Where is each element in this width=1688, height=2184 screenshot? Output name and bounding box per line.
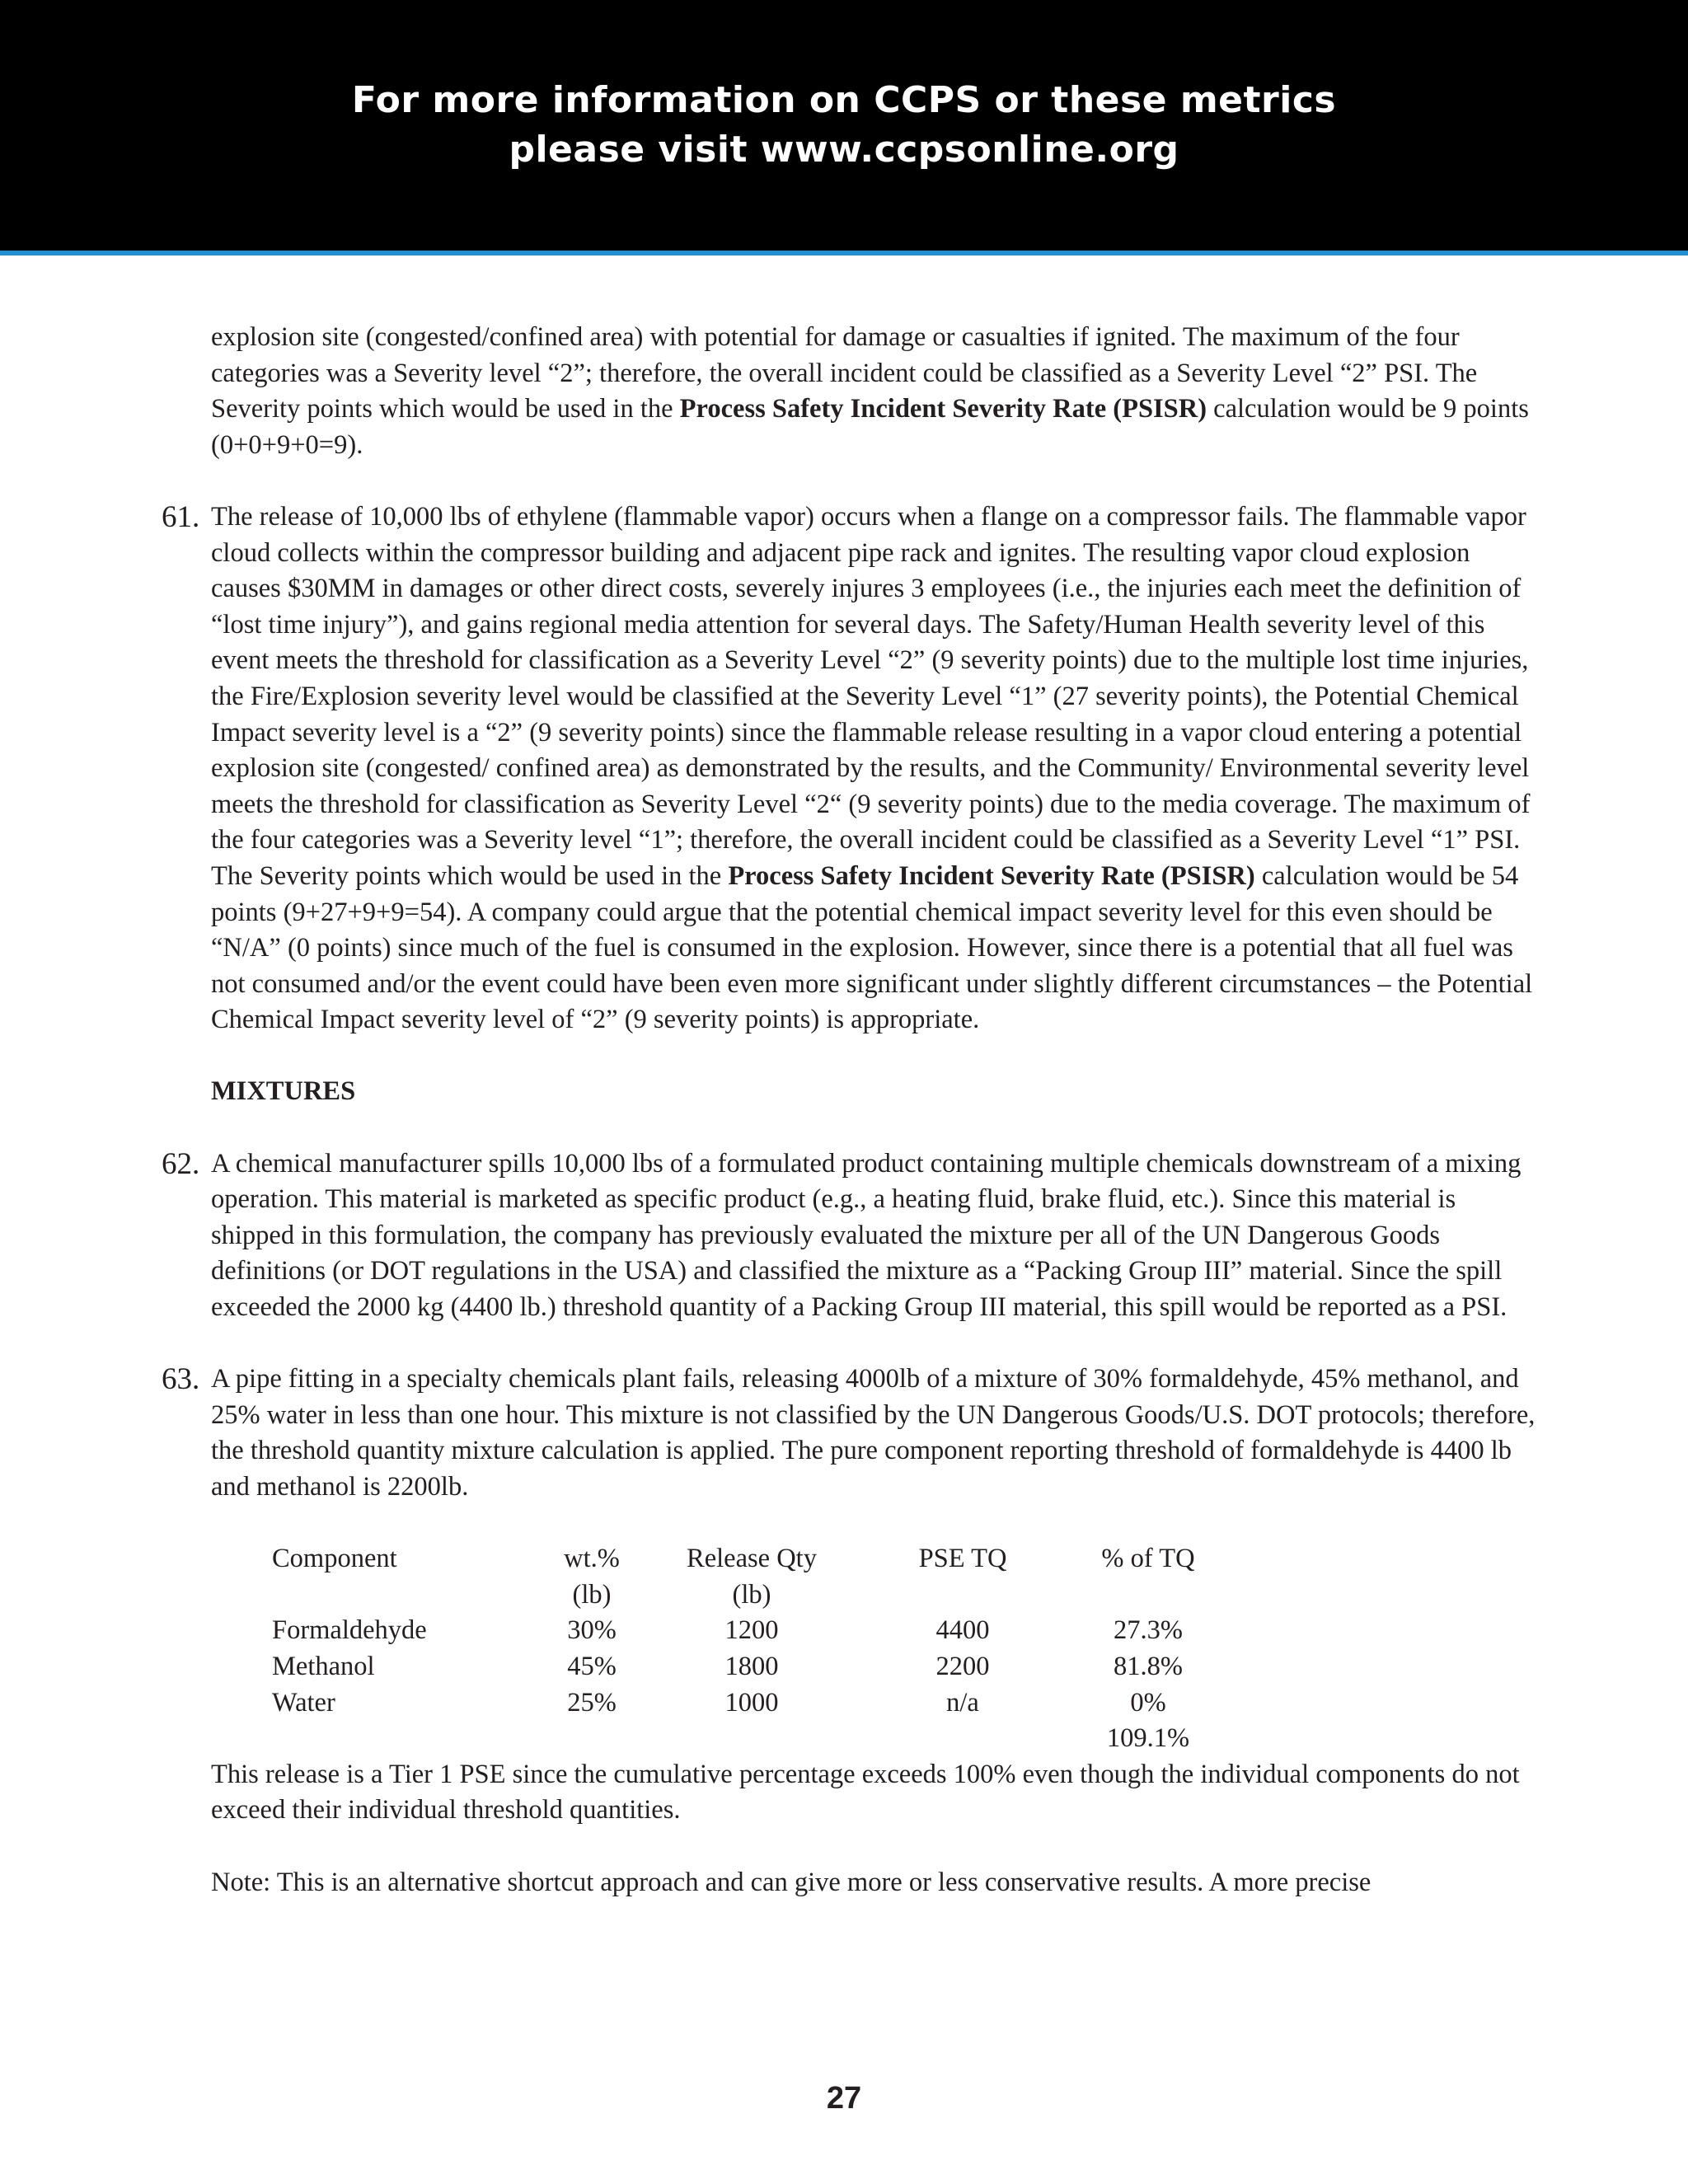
- item-61: [162, 499, 1540, 1038]
- table-header: wt.%: [564, 1544, 620, 1574]
- table-total: 109.1%: [1106, 1723, 1190, 1754]
- table-header: Component: [272, 1544, 397, 1574]
- table-cell: n/a: [946, 1687, 979, 1718]
- table-cell: 45%: [567, 1651, 617, 1681]
- continuation-text: explosion site (congested/confined area) with potential for damage or casualties if ignited. The maximum of the four categories was a Severity level “2”; therefore, the overall incident could be classified as a Severity Level “2” PSI. The Severity points which would be used in the: [211, 322, 1478, 424]
- table-cell: Water: [272, 1687, 335, 1718]
- item-63-text: A pipe fitting in a specialty chemicals plant fails, releasing 4000lb of a mixture of 30% formaldehyde, 45% methanol, and 25% water in less than one hour. This mixture is not classified by the UN Dangerous Goods/U.S. DOT protocols; therefore, the threshold quantity mixture calculation is applied. The pure component reporting threshold of formaldehyde is 4400 lb and methanol is 2200lb.: [211, 1364, 1536, 1502]
- table-cell: 2200: [935, 1651, 990, 1681]
- table-subheader: [272, 1577, 536, 1614]
- item-62: [162, 1146, 1540, 1326]
- paragraph-continuation: [211, 320, 1540, 463]
- section-heading-mixtures: MIXTURES: [211, 1076, 356, 1107]
- table-cell: 81.8%: [1114, 1651, 1183, 1681]
- table-cell: 1800: [724, 1651, 779, 1681]
- item-61-text: The release of 10,000 lbs of ethylene (flammable vapor) occurs when a flange on a compressor fails. The flammable vapor cloud collects within the compressor building and adjacent pipe rack and ignites. The resulting vapor cloud explosion causes $30MM in damages or other direct costs, severely injures 3 employees (i.e., the injuries each meet the definition of “lost time injury”), and gains regional media attention for several days. The Safety/Human Health severity level of this event meets the threshold for classification as a Severity Level “2” (9 severity points) due to the multiple lost time injuries, the Fire/Explosion severity level would be classified at the Severity Level “1” (27 severity points), the Potential Chemical Impact severity level is a “2” (9 severity points) since the flammable release resulting in a vapor cloud entering a potential explosion site (congested/ confined area) as demonstrated by the results, and the Community/ Environmental severity level meets the threshold for classification as Severity Level “2“ (9 severity points) due to the media coverage. The maximum of the four categories was a Severity level “1”; therefore, the overall incident could be classified as a Severity Level “1” PSI. The Severity points which would be used in the: [211, 501, 1531, 891]
- table-cell: 27.3%: [1114, 1615, 1183, 1646]
- conclusion-paragraph: This release is a Tier 1 PSE since the cumulative percentage exceeds 100% even though the individual components do not exceed their individual threshold quantities.: [211, 1759, 1520, 1825]
- mixture-table: [272, 1541, 1226, 1757]
- note-paragraph: Note: This is an alternative shortcut approach and can give more or less conservative results. A more precise: [211, 1867, 1372, 1897]
- table-row: [272, 1649, 1226, 1685]
- continuation-text-end: calculation would be 9 points (0+0+9+0=9).: [211, 394, 1529, 460]
- psisr-term: Process Safety Incident Severity Rate (PSISR): [679, 394, 1207, 424]
- table-header: Release Qty: [687, 1544, 817, 1574]
- table-cell: 25%: [567, 1687, 617, 1718]
- table-header-row: [272, 1541, 1226, 1577]
- item-63: [162, 1361, 1540, 1505]
- page-number: 27: [826, 2081, 862, 2116]
- table-cell: 30%: [567, 1615, 617, 1646]
- psisr-term: Process Safety Incident Severity Rate (PSISR): [728, 860, 1255, 891]
- item-number: 63.: [162, 1362, 200, 1397]
- table-cell: 4400: [935, 1615, 990, 1646]
- item-number: 62.: [162, 1146, 200, 1181]
- table-cell: 1000: [724, 1687, 779, 1718]
- page-body: [0, 320, 1688, 1900]
- item-62-text: A chemical manufacturer spills 10,000 lbs of a formulated product containing multiple chemicals downstream of a mixing operation. This material is marketed as specific product (e.g., a heating fluid, brake fluid, etc.). Since this material is shipped in this formulation, the company has previously evaluated the mixture per all of the UN Dangerous Goods definitions (or DOT regulations in the USA) and classified the mixture as a “Packing Group III” material. Since the spill exceeded the 2000 kg (4400 lb.) threshold quantity of a Packing Group III material, this spill would be reported as a PSI.: [211, 1148, 1522, 1323]
- table-row: [272, 1613, 1226, 1649]
- table-cell: Formaldehyde: [272, 1615, 427, 1646]
- table-subheader: (lb): [732, 1579, 771, 1610]
- item-61-text-end: calculation would be 54 points (9+27+9+9=54). A company could argue that the potential chemical impact severity level for this even should be “N/A” (0 points) since much of the fuel is consumed in the explosion. However, since there is a potential that all fuel was not consumed and/or the event could have been even more significant under slightly different circumstances – the Potential Chemical Impact severity level of “2” (9 severity points) is appropriate.: [211, 860, 1533, 1035]
- table-cell: 0%: [1130, 1687, 1166, 1718]
- table-cell: 1200: [724, 1615, 779, 1646]
- table-row: [272, 1685, 1226, 1722]
- table-header: PSE TQ: [918, 1544, 1007, 1574]
- banner-line-1: For more information on CCPS or these metrics: [351, 79, 1337, 121]
- table-subheader: [856, 1577, 1070, 1614]
- table-header: % of TQ: [1101, 1544, 1195, 1574]
- table-cell: Methanol: [272, 1651, 375, 1681]
- header-banner: [0, 0, 1688, 255]
- table-subheader: (lb): [572, 1579, 612, 1610]
- table-subheader: [1070, 1577, 1226, 1614]
- table-subheader-row: [272, 1577, 1226, 1614]
- item-number: 61.: [162, 499, 200, 534]
- table-total-row: [272, 1721, 1226, 1757]
- banner-line-2: please visit www.ccpsonline.org: [509, 129, 1179, 171]
